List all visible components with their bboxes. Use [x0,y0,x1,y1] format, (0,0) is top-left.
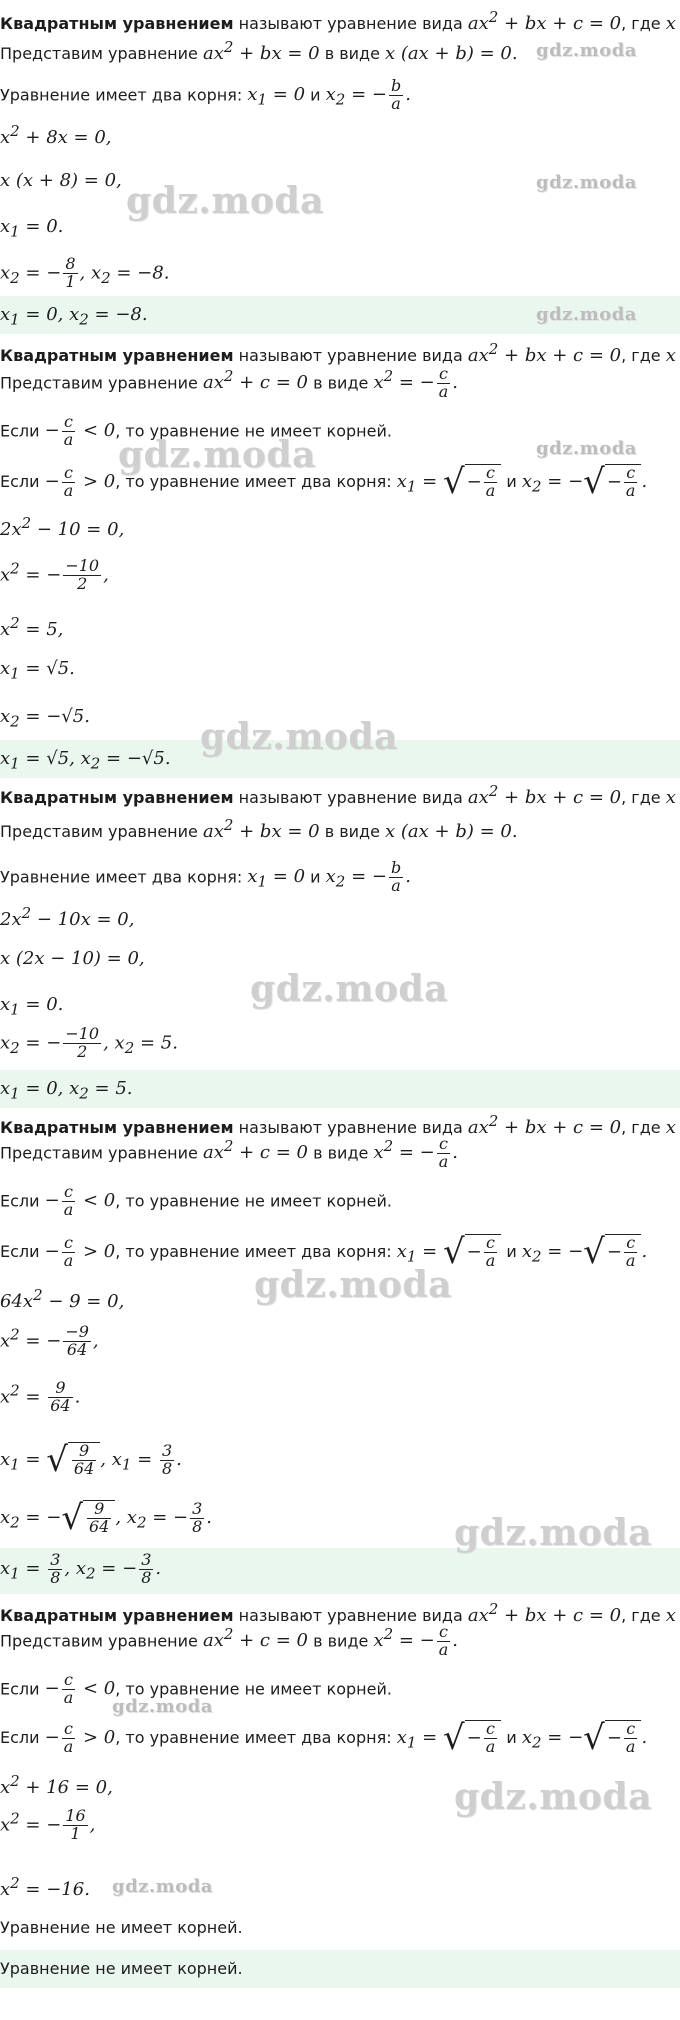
no-roots-condition: Если − $\frac{c}{a}$ < 0, то уравнение не имеет корней. [0,1670,392,1707]
represent-line: Представим уравнение $ax^2 + c = 0$ в виде $x^2$ = − $\frac{c}{a}$ . [0,1134,459,1171]
watermark: gdz.moda [536,40,637,61]
watermark: gdz.moda [200,716,398,758]
equation-line: $x^2 + 16 = 0$, [0,1772,113,1798]
equation-line: $2x^2 - 10x = 0$, [0,904,135,930]
equation-line: $64x^2 - 9 = 0$, [0,1286,125,1312]
definition-line: Квадратным уравнением называют уравнение вида $ax^2$ + bx + c = 0, где x [0,340,676,366]
definition-line: Квадратным уравнением называют уравнение вида $ax^2$ + bx + c = 0, где x [0,1112,676,1138]
equation-line: $x^2 + 8x = 0$, [0,122,112,148]
step-line: x (x + 8) = 0, [0,170,122,191]
answer-row: $x_1 = 0$, $x_2 = 5$. [0,1070,680,1108]
watermark: gdz.moda [536,438,637,459]
watermark: gdz.moda [254,1264,452,1306]
watermark: gdz.moda [118,434,316,476]
definition-line: Квадратным уравнением называют уравнение вида $ax^2$ + bx + c = 0, где x [0,1600,676,1626]
watermark: gdz.moda [112,1876,213,1897]
step-line: $x_1$ = √ $\frac{9}{64}$ , $x_1$ = $\frac{3}{8}$ . [0,1440,182,1480]
step-line: $x_1 = √5$. [0,658,75,683]
step-line: x (2x − 10) = 0, [0,948,145,969]
step-line: $x^2 = -16$. [0,1874,90,1900]
step-line: $x^2$ = − $\frac{-10}{2}$ , [0,556,109,593]
no-roots-line: Уравнение не имеет корней. [0,1918,243,1937]
step-line: $x^2$ = − $\frac{-9}{64}$ , [0,1322,99,1359]
step-line: $x^2$ = − $\frac{16}{1}$ , [0,1806,96,1843]
watermark: gdz.moda [454,1512,652,1554]
roots-intro-line: Уравнение имеет два корня: $x_1 = 0$ и $x_2$ = − $\frac{b}{a}$ . [0,858,411,895]
definition-line: Квадратным уравнением называют уравнение вида $ax^2$ + bx + c = 0, где x [0,782,676,808]
no-roots-condition: Если − $\frac{c}{a}$ < 0, то уравнение не имеет корней. [0,412,392,449]
answer-row: Уравнение не имеет корней. [0,1950,680,1988]
two-roots-condition: Если − $\frac{c}{a}$ > 0, то уравнение имеет два корня: $x_1$ = √ − $\frac{c}{a}$ и $x_2$ = −√ − $\frac{c}{a}$ . [0,1232,648,1272]
watermark: gdz.moda [536,172,637,193]
step-line: $x^2$ = $\frac{9}{64}$ . [0,1378,81,1415]
roots-intro-line: Уравнение имеет два корня: $x_1 = 0$ и $x_2$ = − $\frac{b}{a}$ . [0,76,411,113]
watermark: gdz.moda [454,1776,652,1818]
equation-line: $2x^2 - 10 = 0$, [0,514,125,540]
answer-row: $x_1 = √5$, $x_2 = -√5$. [0,740,680,778]
step-line: $x^2 = 5$, [0,614,64,640]
represent-line: Представим уравнение $ax^2 + c = 0$ в виде $x^2$ = − $\frac{c}{a}$ . [0,364,459,401]
watermark: gdz.moda [126,180,324,222]
represent-line: Представим уравнение $ax^2$ + bx = 0 в виде x (ax + b) = 0. [0,816,518,842]
two-roots-condition: Если − $\frac{c}{a}$ > 0, то уравнение имеет два корня: $x_1$ = √ − $\frac{c}{a}$ и $x_2$ = −√ − $\frac{c}{a}$ . [0,1718,648,1758]
represent-line: Представим уравнение $ax^2$ + bx = 0 в виде x (ax + b) = 0. [0,38,518,64]
watermark: gdz.moda [112,1696,213,1717]
represent-line: Представим уравнение $ax^2 + c = 0$ в виде $x^2$ = − $\frac{c}{a}$ . [0,1622,459,1659]
step-line: $x_1 = 0$. [0,994,64,1019]
step-line: $x_2$ = −√ $\frac{9}{64}$ , $x_2$ = − $\frac{3}{8}$ . [0,1498,213,1538]
step-line: $x_2$ = − $\frac{-10}{2}$ , $x_2 = 5$. [0,1024,178,1061]
step-line: $x_1 = 0$. [0,216,64,241]
answer-row: $x_1 = 0$, $x_2 = -8$. [0,296,680,334]
definition-line: Квадратным уравнением называют уравнение вида $ax^2$ + bx + c = 0, где x [0,8,676,34]
watermark: gdz.moda [536,304,637,325]
two-roots-condition: Если − $\frac{c}{a}$ > 0, то уравнение имеет два корня: $x_1$ = √ − $\frac{c}{a}$ и $x_2$ = −√ − $\frac{c}{a}$ . [0,462,648,502]
no-roots-condition: Если − $\frac{c}{a}$ < 0, то уравнение не имеет корней. [0,1182,392,1219]
watermark: gdz.moda [250,968,448,1010]
step-line: $x_2$ = − $\frac{8}{1}$ , $x_2 = -8$. [0,254,170,291]
answer-row: $x_1$ = $\frac{3}{8}$ , $x_2$ = − $\frac{3}{8}$ . [0,1548,680,1594]
step-line: $x_2 = -√5$. [0,706,90,731]
